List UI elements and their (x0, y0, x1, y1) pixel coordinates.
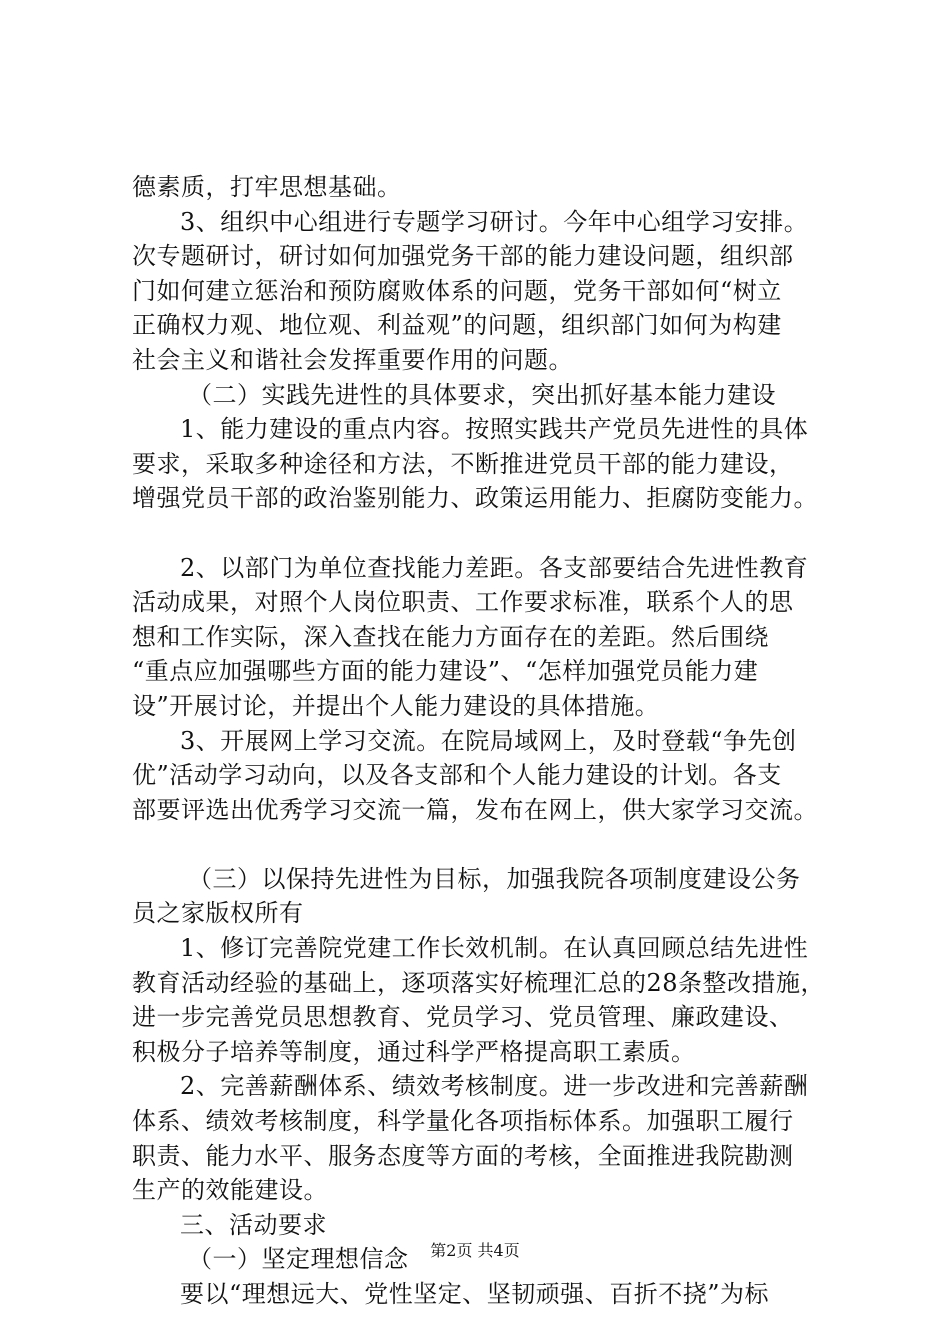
page-number-footer: 第2页 共4页 (430, 1241, 520, 1260)
text-line: 部要评选出优秀学习交流一篇，发布在网上，供大家学习交流。 (132, 795, 818, 824)
text-line: 优”活动学习动向，以及各支部和个人能力建设的计划。各支 (132, 761, 782, 790)
text-line: 2、以部门为单位查找能力差距。各支部要结合先进性教育 (180, 553, 809, 582)
document-body (132, 170, 852, 1312)
text-line: 门如何建立惩治和预防腐败体系的问题，党务干部如何“树立 (132, 276, 782, 305)
text-line: 生产的效能建设。 (132, 1176, 328, 1205)
section-heading: （三）以保持先进性为目标，加强我院各项制度建设公务 (188, 864, 801, 893)
text-line: 1、能力建设的重点内容。按照实践共产党员先进性的具体 (180, 415, 809, 444)
text-line: 职责、能力水平、服务态度等方面的考核，全面推进我院勘测 (132, 1141, 794, 1170)
text-line: 要以“理想远大、党性坚定、坚韧顽强、百折不挠”为标 (180, 1280, 770, 1308)
text-line: “重点应加强哪些方面的能力建设”、“怎样加强党员能力建 (132, 657, 759, 686)
text-line: 体系、绩效考核制度，科学量化各项指标体系。加强职工履行 (132, 1107, 794, 1136)
text-line: 增强党员干部的政治鉴别能力、政策运用能力、拒腐防变能力。 (132, 484, 818, 513)
section-heading: 三、活动要求 (180, 1210, 327, 1239)
text-line: 活动成果，对照个人岗位职责、工作要求标准，联系个人的思 (132, 588, 794, 617)
text-line: 员之家版权所有 (132, 899, 304, 928)
text-line: 3、组织中心组进行专题学习研讨。今年中心组学习安排。 (180, 207, 809, 236)
text-line: 社会主义和谐社会发挥重要作用的问题。 (132, 345, 573, 374)
text-line: 要求，采取多种途径和方法，不断推进党员干部的能力建设， (132, 449, 794, 478)
text-line: 积极分子培养等制度，通过科学严格提高职工素质。 (132, 1037, 696, 1066)
text-line: 德素质，打牢思想基础。 (132, 173, 402, 201)
text-line: 教育活动经验的基础上，逐项落实好梳理汇总的28条整改措施， (132, 968, 826, 997)
text-line: 1、修订完善院党建工作长效机制。在认真回顾总结先进性 (180, 934, 809, 963)
section-heading: （二）实践先进性的具体要求，突出抓好基本能力建设 (188, 380, 776, 409)
paragraph-gap (132, 516, 852, 551)
text-line: 正确权力观、地位观、利益观”的问题，组织部门如何为构建 (132, 311, 782, 340)
text-line: 3、开展网上学习交流。在院局域网上，及时登载“争先创 (180, 726, 797, 755)
text-line: 进一步完善党员思想教育、党员学习、党员管理、廉政建设、 (132, 1003, 794, 1032)
section-heading: （一）坚定理想信念 (188, 1245, 409, 1274)
paragraph-gap (132, 827, 852, 862)
text-line: 次专题研讨，研讨如何加强党务干部的能力建设问题，组织部 (132, 242, 794, 271)
text-line: 设”开展讨论，并提出个人能力建设的具体措施。 (132, 691, 660, 720)
text-line: 2、完善薪酬体系、绩效考核制度。进一步改进和完善薪酬 (180, 1072, 809, 1101)
text-line: 想和工作实际，深入查找在能力方面存在的差距。然后围绕 (132, 622, 769, 651)
